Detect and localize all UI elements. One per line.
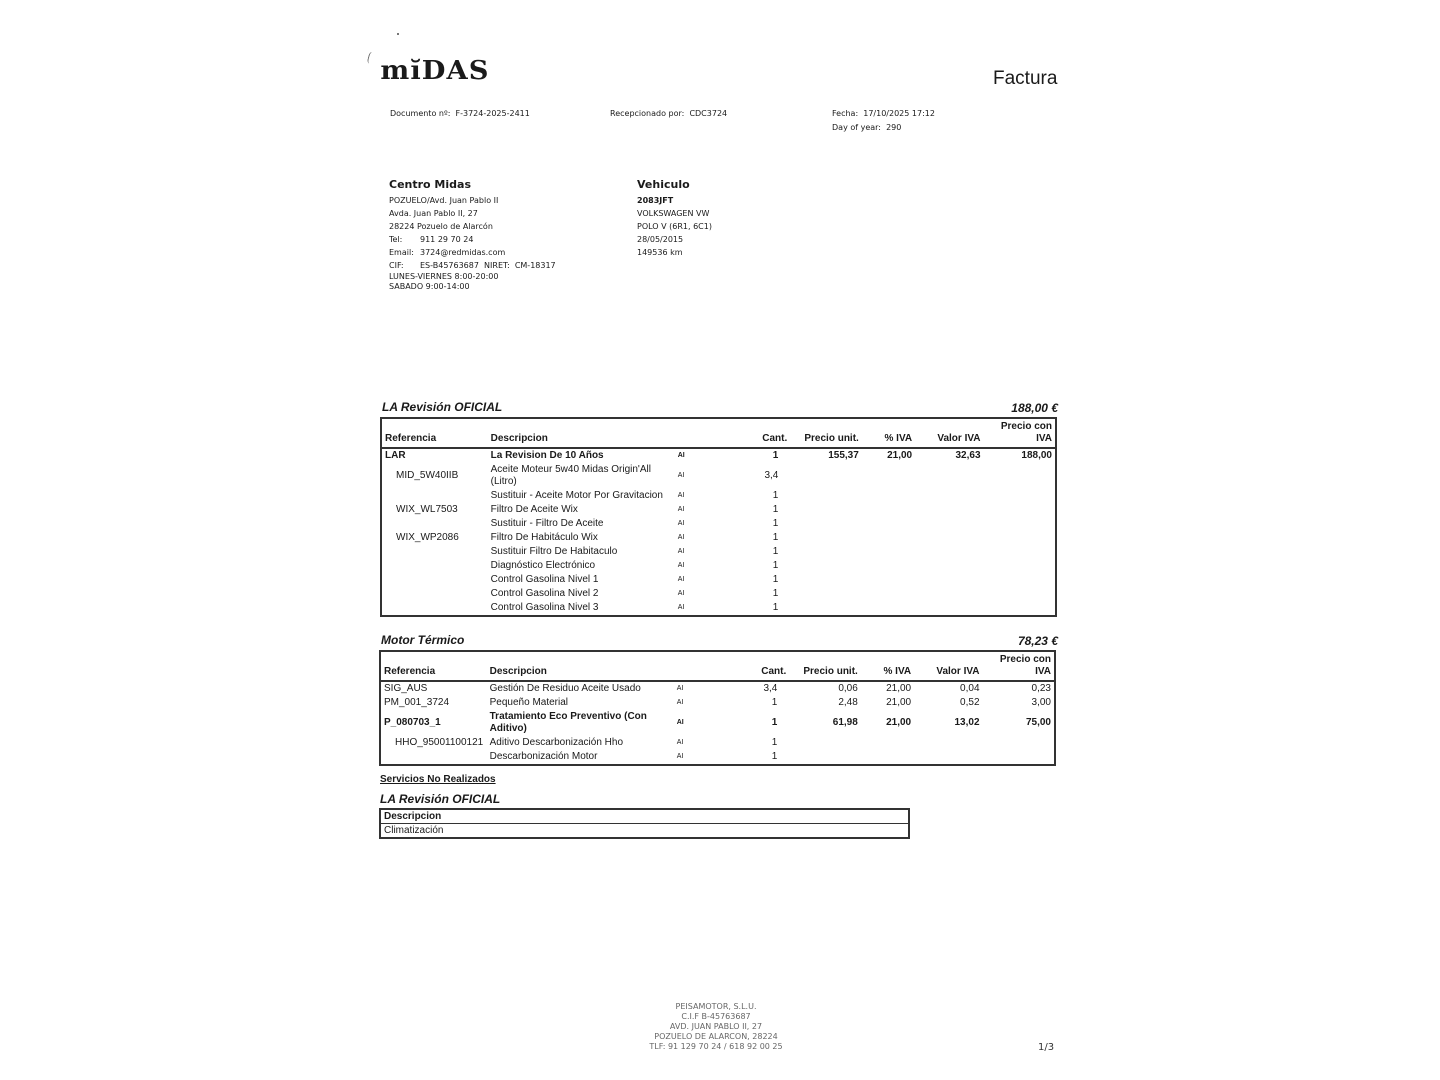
cell-unit: 61,98 bbox=[832, 717, 858, 728]
cell-pct bbox=[862, 517, 915, 531]
cell-vat bbox=[915, 601, 983, 616]
cell-reference bbox=[381, 517, 488, 531]
cell-vat-code: AI bbox=[677, 562, 685, 569]
midas-logo: mĭDAS bbox=[380, 56, 490, 86]
cell-total bbox=[984, 531, 1056, 545]
cell-unit bbox=[781, 503, 861, 517]
cell-vat bbox=[915, 573, 983, 587]
cell-qty: 1 bbox=[771, 751, 778, 762]
cell-reference bbox=[381, 573, 488, 587]
cell-description: Aceite Moteur 5w40 Midas Origin'All (Litro) bbox=[490, 464, 651, 487]
cell-vat: 32,63 bbox=[955, 450, 981, 461]
cell-unit bbox=[781, 573, 861, 587]
center-hours-weekday: LUNES-VIERNES 8:00-20:00 bbox=[389, 272, 499, 281]
cell-qty: 3,4 bbox=[763, 683, 778, 694]
cell-vat-code: AI bbox=[677, 520, 685, 527]
col-header-quantity: Cant. bbox=[759, 418, 781, 448]
col-header-quantity: Cant. bbox=[758, 651, 780, 681]
cell-pct: 21,00 bbox=[887, 450, 913, 461]
cell-total bbox=[983, 750, 1055, 765]
cell-total bbox=[984, 545, 1056, 559]
cell-total bbox=[984, 463, 1056, 489]
cell-vat bbox=[915, 463, 983, 489]
cell-vat-code: AI bbox=[677, 576, 685, 583]
cell-qty: 1 bbox=[772, 588, 779, 599]
document-title: Factura bbox=[993, 68, 1058, 89]
not-done-title: Servicios No Realizados bbox=[380, 774, 496, 785]
cell-description: Sustituir Filtro De Habitaculo bbox=[490, 546, 618, 557]
center-name: Centro Midas bbox=[389, 178, 471, 191]
vehicle-model: POLO V (6R1, 6C1) bbox=[637, 222, 712, 231]
cell-qty: 1 bbox=[772, 532, 779, 543]
cell-reference bbox=[381, 601, 488, 616]
cell-pct: 21,00 bbox=[886, 683, 912, 694]
cell-qty: 1 bbox=[772, 546, 779, 557]
cell-reference: SIG_AUS bbox=[384, 683, 428, 694]
vehicle-info bbox=[637, 178, 712, 259]
cell-total bbox=[984, 587, 1056, 601]
table-row bbox=[381, 489, 1056, 503]
cell-vat-code: AI bbox=[677, 472, 685, 479]
center-cif: CIF: ES-B45763687 NIRET: CM-18317 bbox=[389, 261, 556, 270]
cell-vat-code: AI bbox=[677, 492, 685, 499]
cell-reference: P_080703_1 bbox=[384, 717, 441, 728]
center-line1: POZUELO/Avd. Juan Pablo II bbox=[389, 196, 499, 205]
cell-description: Descarbonización Motor bbox=[489, 751, 598, 762]
cell-qty: 1 bbox=[772, 450, 779, 461]
cell-vat-code: AI bbox=[677, 452, 685, 459]
cell-vat-code: AI bbox=[677, 604, 685, 611]
cell-reference: HHO_95001100121 bbox=[395, 737, 484, 748]
footer bbox=[600, 1002, 832, 1052]
section-title: Motor Térmico bbox=[381, 633, 465, 647]
line-items-table bbox=[379, 650, 1056, 766]
cell-unit: 155,37 bbox=[828, 450, 859, 461]
col-header-vat-value: Valor IVA bbox=[915, 418, 983, 448]
vehicle-date: 28/05/2015 bbox=[637, 235, 684, 244]
not-done-section-title: LA Revisión OFICIAL bbox=[380, 792, 501, 806]
cell-description: Control Gasolina Nivel 3 bbox=[490, 602, 599, 613]
cell-qty: 1 bbox=[772, 490, 779, 501]
cell-reference: WIX_WP2086 bbox=[396, 532, 459, 543]
document-number: Documento nº: F-3724-2025-2411 bbox=[390, 109, 530, 118]
cell-vat bbox=[914, 750, 982, 765]
cell-description: Gestión De Residuo Aceite Usado bbox=[489, 683, 641, 694]
cell-reference bbox=[381, 587, 488, 601]
footer-phone: TLF: 91 129 70 24 / 618 92 00 25 bbox=[649, 1042, 783, 1051]
cell-total bbox=[984, 517, 1056, 531]
cell-description: Sustituir - Aceite Motor Por Gravitacion bbox=[490, 490, 663, 501]
cell-description: Pequeño Material bbox=[489, 697, 569, 708]
vehicle-title: Vehiculo bbox=[637, 178, 690, 191]
col-header-spacer bbox=[674, 651, 759, 681]
table-row bbox=[381, 545, 1056, 559]
cell-qty: 1 bbox=[771, 717, 778, 728]
cell-vat bbox=[915, 489, 983, 503]
cell-reference: LAR bbox=[385, 450, 406, 461]
cell-unit bbox=[780, 736, 860, 750]
cell-vat: 0,04 bbox=[960, 683, 980, 694]
table-row bbox=[381, 559, 1056, 573]
cell-description: Control Gasolina Nivel 1 bbox=[490, 574, 599, 585]
cell-qty: 1 bbox=[772, 518, 779, 529]
cell-pct bbox=[862, 587, 915, 601]
cell-reference bbox=[381, 559, 488, 573]
cell-reference: PM_001_3724 bbox=[384, 697, 450, 708]
cell-vat-code: AI bbox=[677, 506, 685, 513]
table-row bbox=[381, 587, 1056, 601]
cell-total: 3,00 bbox=[1031, 697, 1051, 708]
cell-vat bbox=[915, 587, 983, 601]
table-row bbox=[381, 517, 1056, 531]
not-done-col-desc: Descripcion bbox=[380, 809, 909, 824]
center-email: Email: 3724@redmidas.com bbox=[389, 248, 506, 257]
cell-total bbox=[983, 736, 1055, 750]
cell-description: Filtro De Aceite Wix bbox=[490, 504, 578, 515]
page-number: 1/3 bbox=[1038, 1042, 1055, 1053]
table-row bbox=[380, 710, 1055, 736]
not-done-row bbox=[380, 824, 909, 839]
scan-speck bbox=[397, 33, 399, 35]
footer-address: AVD. JUAN PABLO II, 27 bbox=[669, 1022, 763, 1031]
col-header-reference: Referencia bbox=[381, 418, 488, 448]
cell-total bbox=[984, 573, 1056, 587]
col-header-total: Precio con IVA bbox=[984, 418, 1056, 448]
cell-unit bbox=[781, 587, 861, 601]
table-row bbox=[380, 681, 1055, 696]
center-info bbox=[389, 178, 556, 292]
section-total: 188,00 € bbox=[1011, 401, 1058, 415]
cell-vat: 0,52 bbox=[960, 697, 980, 708]
section-total: 78,23 € bbox=[1017, 634, 1058, 648]
cell-total bbox=[984, 601, 1056, 616]
cell-qty: 1 bbox=[772, 574, 779, 585]
center-hours-saturday: SABADO 9:00-14:00 bbox=[389, 282, 470, 291]
cell-description: Control Gasolina Nivel 2 bbox=[490, 588, 599, 599]
table-row bbox=[380, 736, 1055, 750]
cell-vat-code: AI bbox=[676, 719, 684, 726]
scan-mark bbox=[367, 51, 377, 64]
cell-description: Filtro De Habitáculo Wix bbox=[490, 532, 598, 543]
cell-total bbox=[984, 559, 1056, 573]
cell-pct bbox=[862, 545, 915, 559]
cell-description: Diagnóstico Electrónico bbox=[490, 560, 596, 571]
cell-qty: 1 bbox=[772, 602, 779, 613]
not-done-item: Climatización bbox=[384, 825, 444, 836]
cell-unit bbox=[781, 463, 861, 489]
cell-reference: WIX_WL7503 bbox=[396, 504, 458, 515]
cell-pct bbox=[862, 573, 915, 587]
cell-unit bbox=[781, 559, 861, 573]
cell-pct bbox=[862, 601, 915, 616]
cell-description: La Revision De 10 Años bbox=[490, 450, 604, 461]
cell-reference: MID_5W40IIB bbox=[396, 470, 459, 481]
cell-vat bbox=[915, 545, 983, 559]
cell-qty: 1 bbox=[772, 504, 779, 515]
not-done-table bbox=[379, 808, 910, 839]
cell-unit: 2,48 bbox=[838, 697, 858, 708]
cell-description: Sustituir - Filtro De Aceite bbox=[490, 518, 604, 529]
cell-unit bbox=[781, 517, 861, 531]
cell-description: Tratamiento Eco Preventivo (Con Aditivo) bbox=[489, 711, 647, 734]
cell-vat: 13,02 bbox=[954, 717, 980, 728]
cell-total: 0,23 bbox=[1031, 683, 1051, 694]
cell-reference bbox=[380, 750, 487, 765]
section-title: LA Revisión OFICIAL bbox=[382, 400, 503, 414]
center-line3: 28224 Pozuelo de Alarcón bbox=[389, 222, 493, 231]
col-header-unit-price: Precio unit. bbox=[780, 651, 860, 681]
day-of-year: Day of year: 290 bbox=[832, 123, 902, 132]
cell-vat-code: AI bbox=[677, 590, 685, 597]
col-header-description: Descripcion bbox=[487, 651, 674, 681]
cell-qty: 1 bbox=[771, 697, 778, 708]
cell-total bbox=[984, 489, 1056, 503]
col-header-vat-percent: % IVA bbox=[862, 418, 915, 448]
table-row bbox=[380, 750, 1055, 765]
cell-pct: 21,00 bbox=[886, 717, 912, 728]
cell-unit bbox=[781, 489, 861, 503]
center-phone: Tel: 911 29 70 24 bbox=[389, 235, 474, 244]
cell-vat bbox=[915, 503, 983, 517]
cell-pct bbox=[862, 531, 915, 545]
footer-city: POZUELO DE ALARCON, 28224 bbox=[654, 1032, 778, 1041]
vehicle-plate: 2083JFT bbox=[637, 196, 674, 205]
table-row bbox=[381, 503, 1056, 517]
vehicle-make: VOLKSWAGEN VW bbox=[637, 209, 710, 218]
cell-pct bbox=[862, 463, 915, 489]
col-header-vat-percent: % IVA bbox=[861, 651, 914, 681]
cell-unit bbox=[781, 531, 861, 545]
table-row bbox=[381, 573, 1056, 587]
cell-vat-code: AI bbox=[676, 753, 684, 760]
table-row bbox=[381, 531, 1056, 545]
cell-vat bbox=[914, 736, 982, 750]
table-row bbox=[381, 463, 1056, 489]
cell-qty: 1 bbox=[772, 560, 779, 571]
cell-reference bbox=[381, 489, 488, 503]
cell-unit bbox=[781, 601, 861, 616]
cell-description: Aditivo Descarbonización Hho bbox=[489, 737, 624, 748]
col-header-total: Precio con IVA bbox=[983, 651, 1055, 681]
cell-unit bbox=[780, 750, 860, 765]
cell-vat-code: AI bbox=[676, 685, 684, 692]
cell-pct: 21,00 bbox=[886, 697, 912, 708]
received-by: Recepcionado por: CDC3724 bbox=[610, 109, 728, 118]
table-header-row bbox=[380, 651, 1055, 681]
cell-qty: 1 bbox=[771, 737, 778, 748]
table-row bbox=[381, 448, 1056, 463]
cell-vat-code: AI bbox=[677, 548, 685, 555]
cell-qty: 3,4 bbox=[764, 470, 779, 481]
col-header-description: Descripcion bbox=[488, 418, 675, 448]
col-header-spacer bbox=[675, 418, 760, 448]
cell-pct bbox=[862, 489, 915, 503]
col-header-reference: Referencia bbox=[380, 651, 487, 681]
cell-vat-code: AI bbox=[676, 699, 684, 706]
cell-vat-code: AI bbox=[677, 534, 685, 541]
invoice-date: Fecha: 17/10/2025 17:12 bbox=[832, 109, 935, 118]
cell-vat bbox=[915, 559, 983, 573]
cell-vat bbox=[915, 517, 983, 531]
cell-vat-code: AI bbox=[676, 739, 684, 746]
footer-cif: C.I.F B-45763687 bbox=[681, 1012, 751, 1021]
cell-pct bbox=[861, 736, 914, 750]
vehicle-km: 149536 km bbox=[637, 248, 683, 257]
table-header-row bbox=[381, 418, 1056, 448]
line-items-table bbox=[380, 417, 1057, 617]
cell-pct bbox=[862, 559, 915, 573]
cell-reference bbox=[381, 545, 488, 559]
col-header-unit-price: Precio unit. bbox=[781, 418, 861, 448]
cell-pct bbox=[861, 750, 914, 765]
cell-total: 188,00 bbox=[1021, 450, 1052, 461]
table-row bbox=[381, 601, 1056, 616]
cell-unit: 0,06 bbox=[838, 683, 858, 694]
cell-vat bbox=[915, 531, 983, 545]
cell-total bbox=[984, 503, 1056, 517]
center-line2: Avda. Juan Pablo II, 27 bbox=[389, 209, 478, 218]
cell-unit bbox=[781, 545, 861, 559]
table-row bbox=[380, 696, 1055, 710]
cell-pct bbox=[862, 503, 915, 517]
footer-company: PEISAMOTOR, S.L.U. bbox=[675, 1002, 757, 1011]
cell-total: 75,00 bbox=[1025, 717, 1051, 728]
col-header-vat-value: Valor IVA bbox=[914, 651, 982, 681]
